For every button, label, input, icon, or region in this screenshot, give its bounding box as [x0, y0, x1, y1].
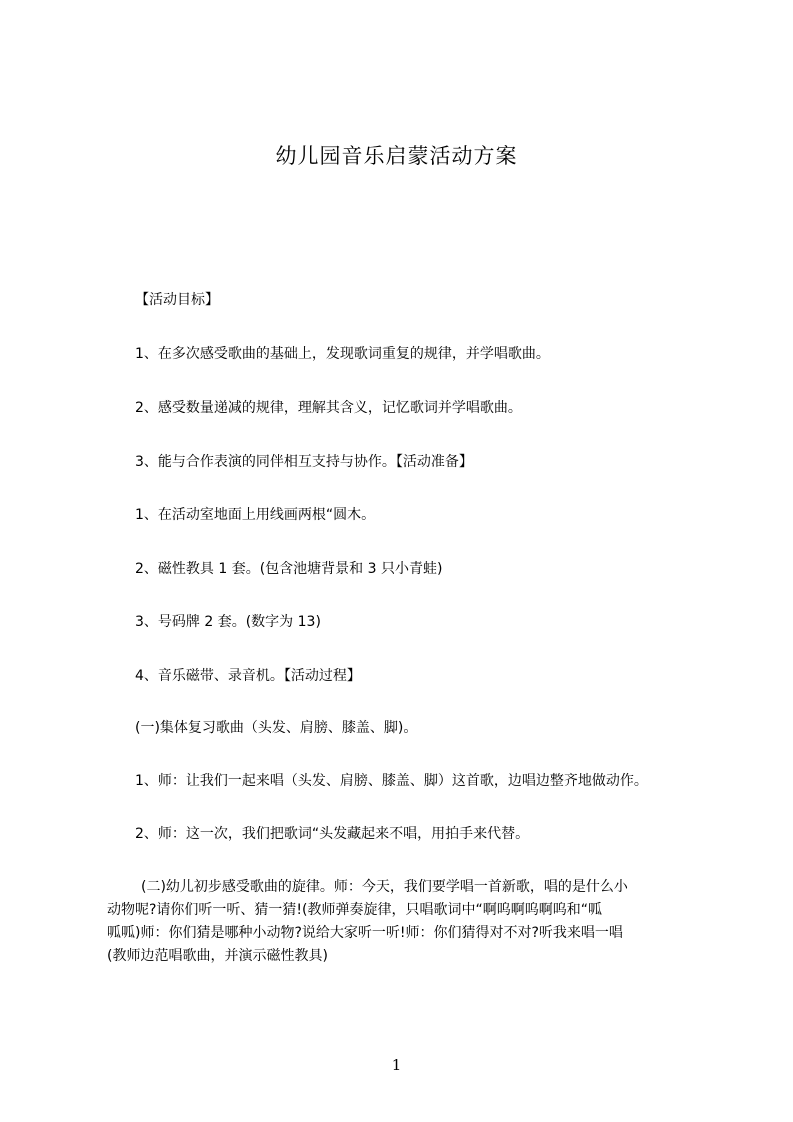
preparation-item-3: 3、号码牌 2 套。(数字为 13): [135, 614, 321, 630]
goal-item-2: 2、感受数量递减的规律，理解其含义，记忆歌词并学唱歌曲。: [135, 400, 522, 416]
paragraph-line: (二)幼儿初步感受歌曲的旋律。师：今天，我们要学唱一首新歌，唱的是什么小: [141, 879, 628, 895]
paragraph-line: (教师边范唱歌曲，并演示磁性教具): [107, 948, 328, 964]
process-step-2-paragraph: [107, 876, 717, 968]
section-heading-goals: 【活动目标】: [135, 292, 219, 308]
goal-item-1: 1、在多次感受歌曲的基础上，发现歌词重复的规律，并学唱歌曲。: [135, 346, 550, 362]
document-title: 幼儿园音乐启蒙活动方案: [275, 144, 518, 168]
process-step-1-item-2: 2、师：这一次，我们把歌词“头发藏起来不唱，用拍手来代替。: [135, 826, 530, 842]
process-step-1-item-1: 1、师：让我们一起来唱（头发、肩膀、膝盖、脚）这首歌，边唱边整齐地做动作。: [135, 773, 648, 789]
page-number: 1: [391, 1056, 402, 1074]
paragraph-line: 动物呢?请你们听一听、猜一猜!(教师弹奏旋律，只唱歌词中“啊呜啊呜啊呜和“呱: [107, 902, 603, 918]
preparation-item-1: 1、在活动室地面上用线画两根“圆木。: [135, 507, 376, 523]
process-step-1-heading: (一)集体复习歌曲（头发、肩膀、膝盖、脚)。: [135, 720, 418, 736]
paragraph-line: 呱呱)师：你们猜是哪种小动物?说给大家听一听!师：你们猜得对不对?听我来唱一唱: [107, 925, 623, 941]
preparation-item-2: 2、磁性教具 1 套。(包含池塘背景和 3 只小青蛙): [135, 561, 443, 577]
preparation-item-4: 4、音乐磁带、录音机。【活动过程】: [135, 668, 361, 684]
goal-item-3: 3、能与合作表演的同伴相互支持与协作。【活动准备】: [135, 454, 473, 470]
